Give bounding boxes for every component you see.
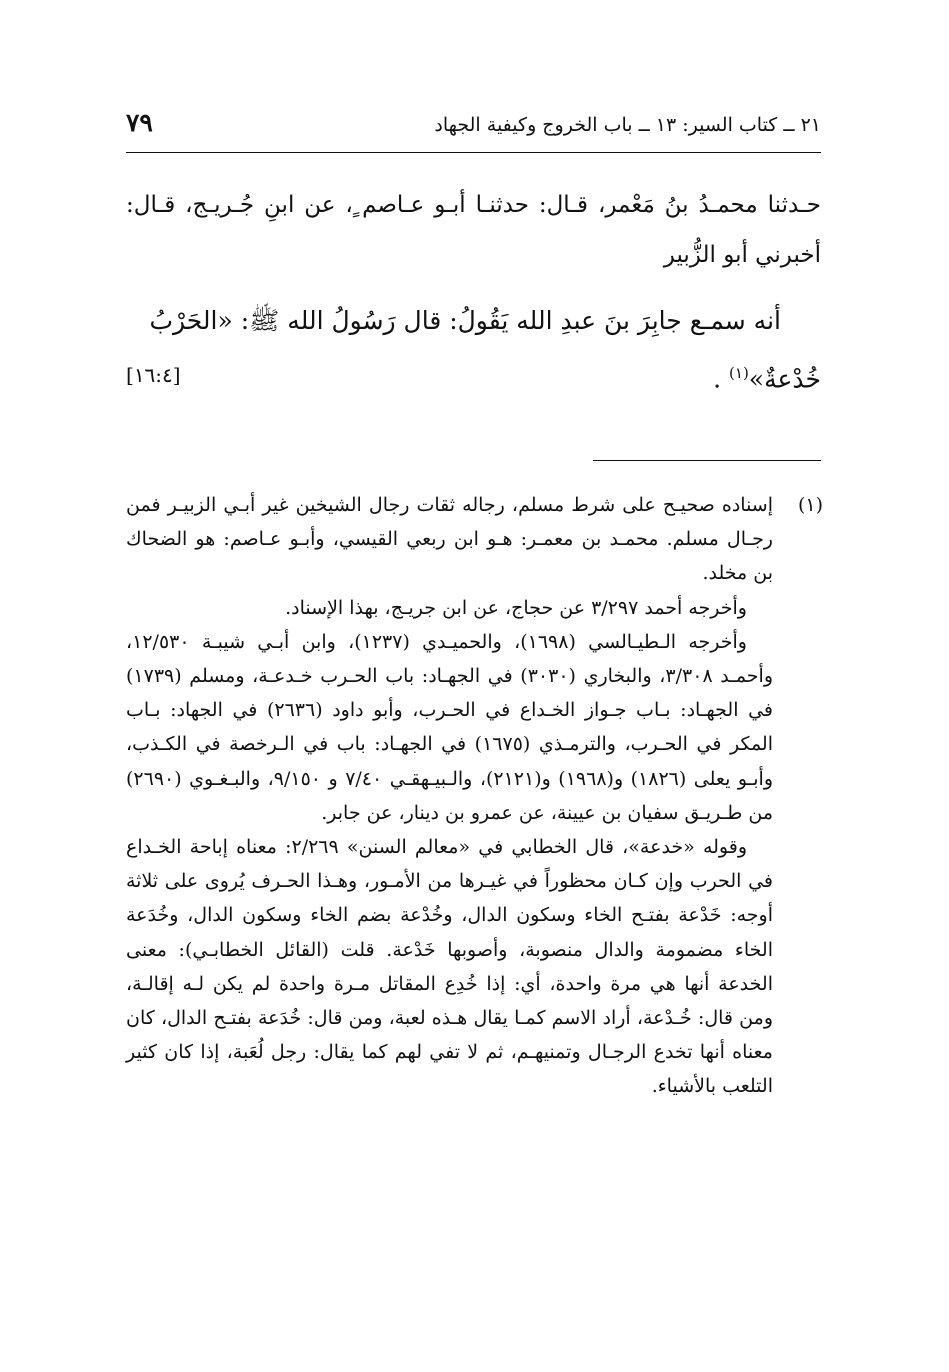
running-header <box>126 108 821 144</box>
matn-final-word: خُدْعةٌ» <box>748 364 821 394</box>
page-number: ٧٩ <box>126 108 153 137</box>
footnotes <box>126 488 823 1104</box>
hadith-body <box>126 180 821 404</box>
hadith-matn: أنه سمـع جابِرَ بنَ عبدِ الله يَقُولُ: قال رَسُولُ الله ﷺ: «الحَرْبُ <box>149 306 781 335</box>
footnote-rule <box>593 460 821 461</box>
footnote-number: (١) <box>797 494 823 516</box>
footnote-body <box>126 488 773 1104</box>
hadith-matn-end <box>126 348 821 404</box>
matn-period: . <box>713 364 730 394</box>
footnote-paragraph: إسناده صحيـح على شرط مسلم، رجاله ثقات رجال الشيخين غير أبـي الزبيـر فمن رجـال مسلم. محمـد بن معمـر: هـو ابن ربعي القيسي، وأبـو عـاصم: هو الضحاك بن مخلد. <box>126 494 773 585</box>
footnote-paragraph: وأخرجه أحمد ٣/٢٩٧ عن حجاج، عن ابن جريـج، بهذا الإسناد. <box>285 596 747 619</box>
footnote-marker: (١) <box>729 364 749 382</box>
header-rule <box>126 152 821 153</box>
hadith-reference: [١٦:٤] <box>126 363 181 387</box>
hadith-isnad: حـدثنا محمـدُ بنُ مَعْمر، قـال: حدثنـا أبـو عـاصم ٍ، عن ابنِ جُـريـج، قـال: أخبرني أبو الزُّبير <box>126 192 821 268</box>
running-title: ٢١ ــ كتاب السير: ١٣ ــ باب الخروج وكيفية الجهاد <box>434 114 821 136</box>
footnote-paragraph: وقوله «خدعة»، قال الخطابي في «معالم السنن» ٢/٢٦٩: معناه إباحة الخـداع في الحرب وإن كـان محظوراً في غيـرها من الأمـور، وهـذا الحـرف يُروى على ثلاثة أوجه: خَدْعة بفتـح الخاء وسكون الدال، وخُدْعة بضم الخاء وسكون الدال، وخُدَعة الخاء مضمومة والدال منصوبة، وأصوبها خَدْعة. قلت (القائل الخطابـي): معنى الخدعة أنها هي مرة واحدة، أي: إذا خُدِع المقاتل مـرة واحدة لم يكن لـه إقالـة، ومن قال: خُـدْعة، أراد الاسم كمـا يقال هـذه لعبة، ومن قال: خُدَعة بفتـح الدال، كان معناه أنها تخدع الرجـال وتمنيهـم، ثم لا تفي لهم كما يقال: رجل لُعَبة، إذا كان كثير التلعب بالأشياء. <box>126 836 773 1098</box>
footnote-paragraph: وأخرجه الـطيـالسي (١٦٩٨)، والحميـدي (١٢٣٧)، وابن أبـي شيبـة ١٢/٥٣٠، وأحمـد ٣/٣٠٨، والبخاري (٣٠٣٠) في الجهـاد: باب الحـرب خـدعـة، ومسلم (١٧٣٩) في الجهـاد: بـاب جـواز الخـداع في الحـرب، وأبو داود (٢٦٣٦) في الجهاد: بـاب المكر في الحـرب، والترمـذي (١٦٧٥) في الجهـاد: باب في الـرخصة في الكـذب، وأبـو يعلى (١٨٢٦) و(١٩٦٨) و(٢١٢١)، والـبيـهقـي ٧/٤٠ و ٩/١٥٠، والبـغـوي (٢٦٩٠) من طـريـق سفيان بن عيينة، عن عمرو بن دينار، عن جابر. <box>126 630 774 824</box>
